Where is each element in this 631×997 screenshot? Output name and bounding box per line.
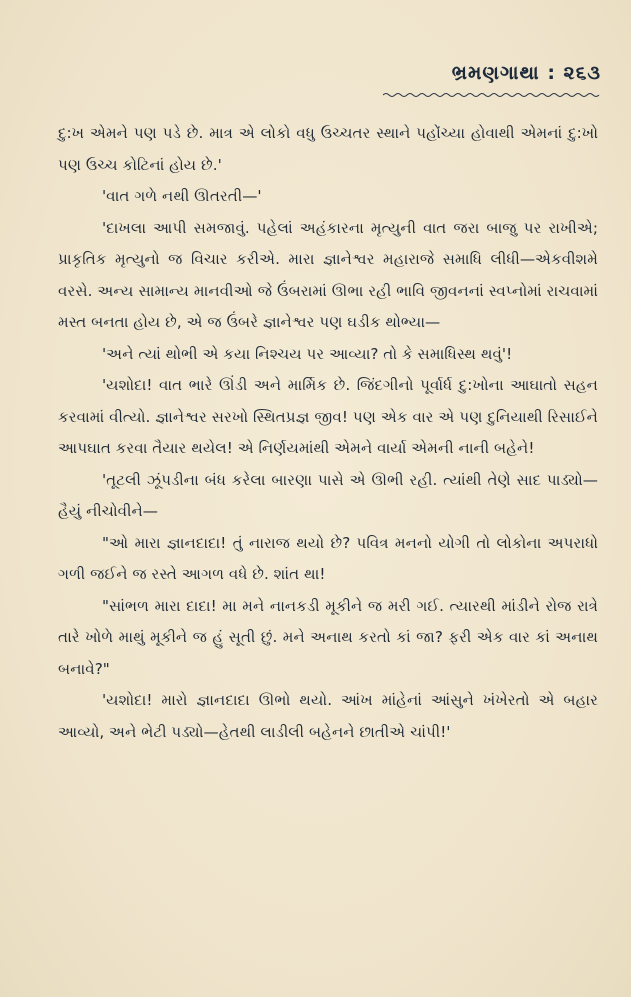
header-wavy-rule	[383, 92, 601, 98]
paragraph-2: 'વાત ગળે નથી ઊતરતી—'	[102, 187, 262, 205]
paragraph-9: 'યશોદા! મારો જ્ઞાનદાદા ઊભો થયો. આંખ માંહેનાં આંસુને ખંખેરતો એ બહાર આવ્યો, અને ભેટી પડ્યો—હેતથી લાડીલી બહેનને છાતીએ ચાંપી!'	[58, 691, 598, 741]
body-text	[58, 118, 598, 748]
running-header: ભ્રમણગાથા : ૨૬૩	[451, 62, 601, 84]
paragraph-1: દુ:ખ એમને પણ પડે છે. માત્ર એ લોકો વધુ ઉચ્ચતર સ્થાને પહોંચ્યા હોવાથી એમનાં દુ:ખો પણ ઉચ્ચ કોટિનાં હોય છે.'	[58, 124, 598, 174]
paragraph-3: 'દાખલા આપી સમજાવું. પહેલાં અહંકારના મૃત્યુની વાત જરા બાજુ પર રાખીએ; પ્રાકૃતિક મૃત્યુનો જ વિચાર કરીએ. મારા જ્ઞાનેશ્વર મહારાજે સમાધિ લીધી—એકવીશમે વરસે. અન્ય સામાન્ય માનવીઓ જે ઉંબરામાં ઊભા રહી ભાવિ જીવનનાં સ્વપ્નોમાં રાચવામાં મસ્ત બનતા હોય છે, એ જ ઉંબરે જ્ઞાનેશ્વર પણ ઘડીક થોભ્યા—	[58, 218, 598, 331]
paragraph-4: 'અને ત્યાં થોભી એ કયા નિશ્ચય પર આવ્યા? તો કે સમાધિસ્થ થવું'!	[102, 344, 513, 363]
paragraph-7: "ઓ મારા જ્ઞાનદાદા! તું નારાજ થયો છે? પવિત્ર મનનો યોગી તો લોકોના અપરાધો ગળી જઈને જ રસ્તે આગળ વધે છે. શાંત થા!	[58, 533, 598, 583]
paragraph-8: "સાંભળ મારા દાદા! મા મને નાનકડી મૂકીને જ મરી ગઈ. ત્યારથી માંડીને રોજ રાત્રે તારે ખોળે માથું મૂકીને જ હું સૂતી છું. મને અનાથ કરતો કાં જા? ફરી એક વાર કાં અનાથ બનાવે?"	[58, 596, 598, 678]
paragraph-6: 'તૂટલી ઝૂંપડીના બંધ કરેલા બારણા પાસે એ ઊભી રહી. ત્યાંથી તેણે સાદ પાડ્યો—હૈયું નીચોવીને—	[58, 470, 598, 520]
paragraph-5: 'યશોદા! વાત ભારે ઊંડી અને માર્મિક છે. જિંદગીનો પૂર્વાર્ધ દુ:ખોના આઘાતો સહન કરવામાં વીત્યો. જ્ઞાનેશ્વર સરખો સ્થિતપ્રજ્ઞ જીવ! પણ એક વાર એ પણ દુનિયાથી રિસાઈને આપઘાત કરવા તૈયાર થયેલ! એ નિર્ણયમાંથી એમને વાર્યા એમની નાની બહેને!	[58, 376, 598, 457]
